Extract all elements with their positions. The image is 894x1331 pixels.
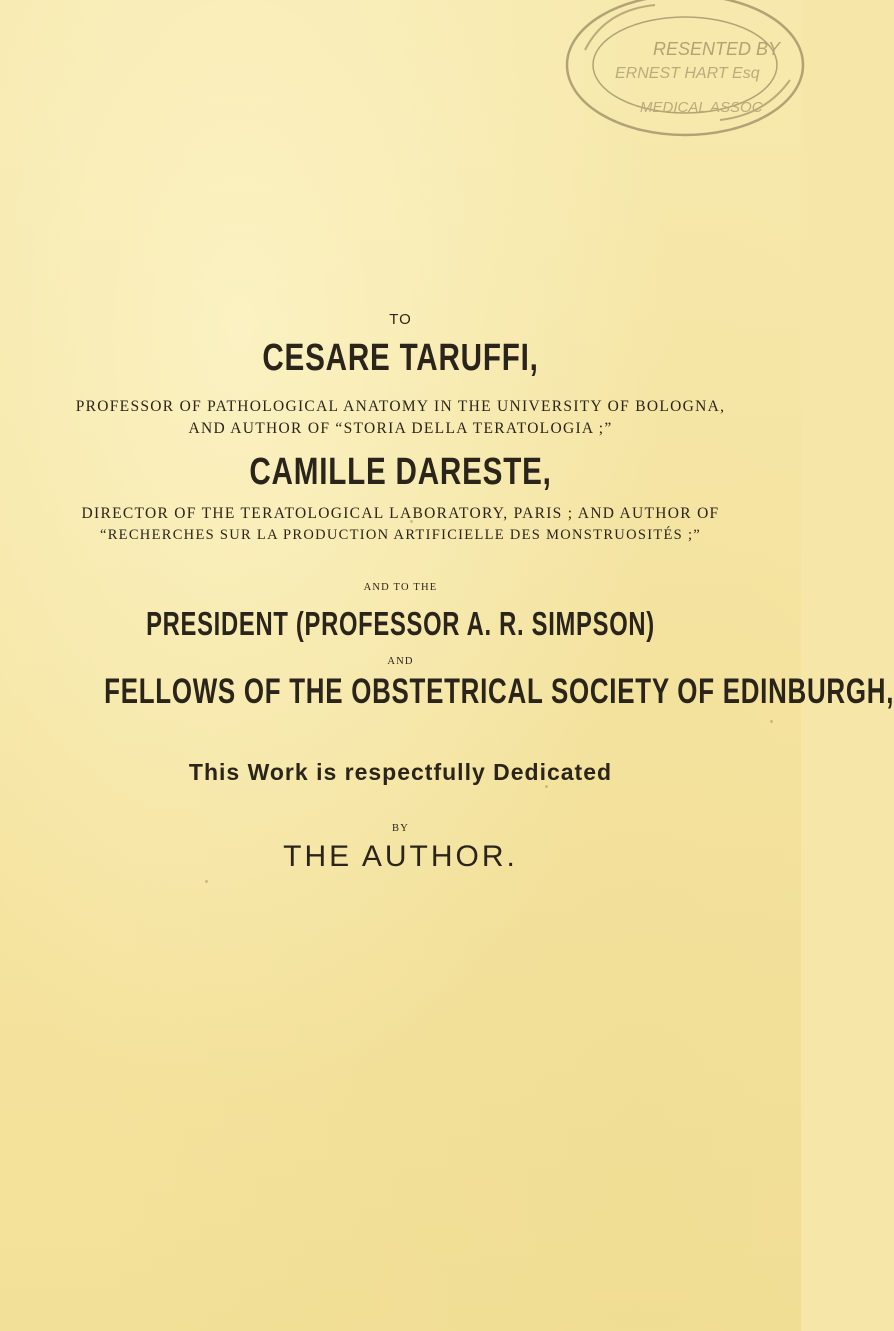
library-stamp	[545, 0, 815, 150]
author-signature: THE AUTHOR.	[283, 840, 518, 873]
president-line: PRESIDENT (PROFESSOR A. R. SIMPSON)	[146, 605, 655, 642]
dedication-to: TO	[389, 311, 412, 328]
paper-speck	[410, 520, 413, 523]
recipient-1-title: PROFESSOR OF PATHOLOGICAL ANATOMY IN THE UNIVERSITY OF BOLOGNA,	[75, 398, 726, 415]
recipient-1-work: AND AUTHOR OF “STORIA DELLA TERATOLOGIA ;”	[188, 420, 613, 437]
recipient-1-name: CESARE TARUFFI,	[262, 337, 539, 379]
recipient-2-title: DIRECTOR OF THE TERATOLOGICAL LABORATORY, PARIS ; AND AUTHOR OF	[81, 505, 720, 522]
svg-text:MEDICAL ASSOC: MEDICAL ASSOC	[640, 99, 763, 116]
paper-speck	[205, 880, 208, 883]
fellows-line: FELLOWS OF THE OBSTETRICAL SOCIETY OF EDINBURGH,	[104, 672, 894, 711]
recipient-2-work: “RECHERCHES SUR LA PRODUCTION ARTIFICIELLE DES MONSTRUOSITÉS ;”	[99, 527, 702, 543]
paper-speck	[545, 785, 548, 788]
svg-text:ERNEST HART Esq: ERNEST HART Esq	[615, 65, 760, 82]
svg-text:RESENTED BY: RESENTED BY	[653, 39, 781, 59]
paper-speck	[770, 720, 773, 723]
recipient-2-name: CAMILLE DARESTE,	[249, 451, 552, 493]
and-label: AND	[387, 656, 414, 667]
by-label: BY	[392, 823, 409, 834]
dedication-statement: This Work is respectfully Dedicated	[188, 759, 613, 785]
stamp-seal-icon	[545, 0, 815, 150]
and-to-the-label: AND TO THE	[363, 582, 438, 593]
